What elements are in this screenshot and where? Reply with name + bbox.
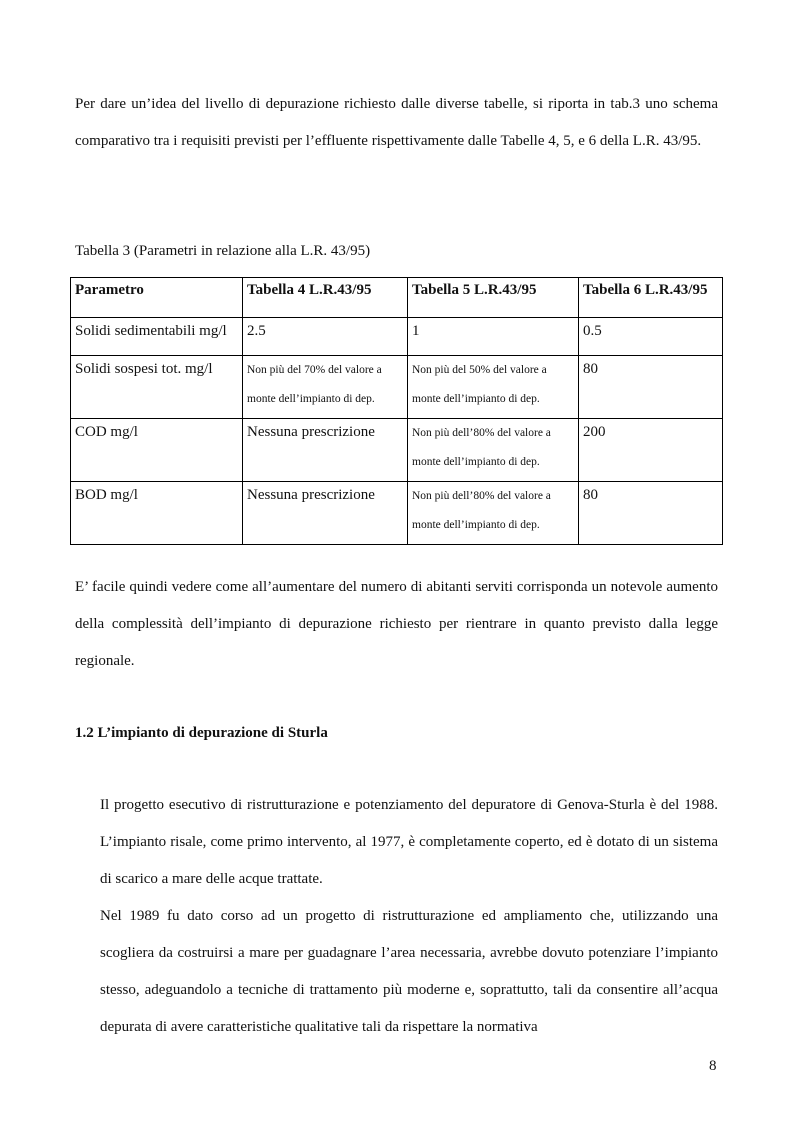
table-row bbox=[71, 482, 723, 545]
cell-tabella-6: 200 bbox=[579, 419, 723, 482]
cell-parametro: Solidi sedimentabili mg/l bbox=[71, 318, 243, 356]
header-parametro: Parametro bbox=[71, 278, 243, 318]
cell-parametro: COD mg/l bbox=[71, 419, 243, 482]
cell-line: monte dell’impianto di dep. bbox=[247, 393, 375, 405]
cell-parametro: Solidi sospesi tot. mg/l bbox=[71, 356, 243, 419]
intro-paragraph: Per dare un’idea del livello di depurazione richiesto dalle diverse tabelle, si riporta in tab.3 uno schema comparativo tra i requisiti previsti per l’effluente rispettivamente dalle Tabelle 4, 5, e 6 della L.R. 43/95. bbox=[75, 96, 718, 149]
cell-line: Non più del 50% del valore a bbox=[412, 364, 547, 376]
table-caption: Tabella 3 (Parametri in relazione alla L.R. 43/95) bbox=[75, 243, 371, 259]
cell-line: monte dell’impianto di dep. bbox=[412, 519, 540, 531]
cell-tabella-5 bbox=[408, 482, 579, 545]
header-tabella-5: Tabella 5 L.R.43/95 bbox=[408, 278, 579, 318]
cell-tabella-6: 80 bbox=[579, 482, 723, 545]
header-tabella-4: Tabella 4 L.R.43/95 bbox=[243, 278, 408, 318]
sturla-paragraph-2: Nel 1989 fu dato corso ad un progetto di ristrutturazione ed ampliamento che, utilizzando una scogliera da costruirsi a mare per guadagnare l’area necessaria, avrebbe dovuto potenziare l’impianto stesso, adeguandolo a tecniche di trattamento più moderne e, soprattutto, tali da consentire all’acqua depurata di avere caratteristiche qualitative tali da rispettare la normativa bbox=[100, 908, 718, 1035]
parameters-table bbox=[70, 277, 723, 545]
cell-line: Non più dell’80% del valore a bbox=[412, 427, 551, 439]
page-number: 8 bbox=[709, 1058, 717, 1074]
cell-parametro: BOD mg/l bbox=[71, 482, 243, 545]
cell-line: Non più del 70% del valore a bbox=[247, 364, 382, 376]
table-row bbox=[71, 356, 723, 419]
section-heading: 1.2 L’impianto di depurazione di Sturla bbox=[75, 725, 328, 741]
cell-tabella-6: 0.5 bbox=[579, 318, 723, 356]
header-tabella-6: Tabella 6 L.R.43/95 bbox=[579, 278, 723, 318]
cell-tabella-5: 1 bbox=[408, 318, 579, 356]
table-row bbox=[71, 419, 723, 482]
cell-tabella-6: 80 bbox=[579, 356, 723, 419]
cell-tabella-5 bbox=[408, 356, 579, 419]
cell-line: Non più dell’80% del valore a bbox=[412, 490, 551, 502]
table-row bbox=[71, 318, 723, 356]
cell-tabella-4: 2.5 bbox=[243, 318, 408, 356]
cell-tabella-4: Nessuna prescrizione bbox=[243, 419, 408, 482]
cell-tabella-4: Nessuna prescrizione bbox=[243, 482, 408, 545]
sturla-paragraph-1: Il progetto esecutivo di ristrutturazione e potenziamento del depuratore di Genova-Sturla è del 1988. L’impianto risale, come primo intervento, al 1977, è completamente coperto, ed è dotato di un sistema di scarico a mare delle acque trattate. bbox=[100, 797, 718, 887]
cell-line: monte dell’impianto di dep. bbox=[412, 393, 540, 405]
conclusion-paragraph: E’ facile quindi vedere come all’aumentare del numero di abitanti serviti corrisponda un notevole aumento della complessità dell’impianto di depurazione richiesto per rientrare in quanto previsto dalla legge regionale. bbox=[75, 579, 718, 669]
cell-tabella-5 bbox=[408, 419, 579, 482]
table-header-row bbox=[71, 278, 723, 318]
cell-tabella-4 bbox=[243, 356, 408, 419]
cell-line: monte dell’impianto di dep. bbox=[412, 456, 540, 468]
